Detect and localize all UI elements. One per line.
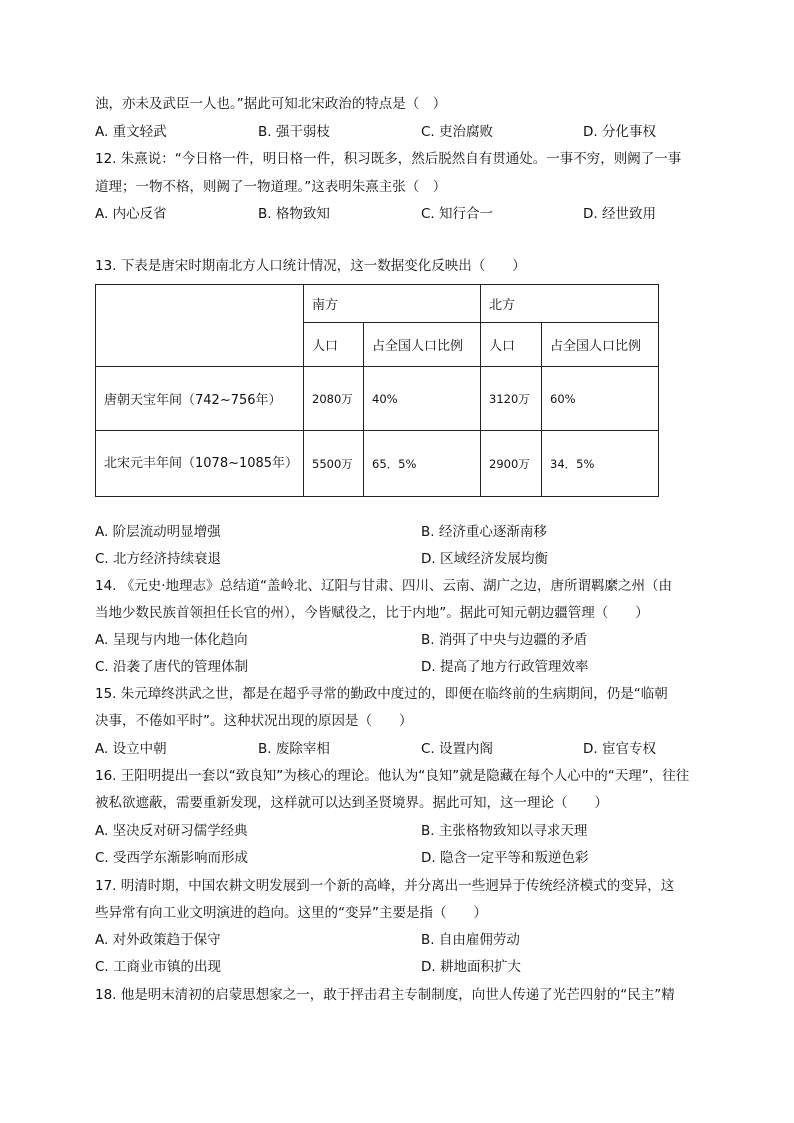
q17-option-a[interactable]: A. 对外政策趋于保守 (95, 932, 221, 948)
q17-option-d[interactable]: D. 耕地面积扩大 (421, 959, 521, 975)
q15-option-b[interactable]: B. 废除宰相 (258, 741, 330, 757)
header-south-ratio: 占全国人口比例 (364, 323, 481, 367)
table-header-empty (96, 285, 304, 367)
q12-option-a[interactable]: A. 内心反省 (95, 206, 167, 222)
q13-option-b[interactable]: B. 经济重心逐渐南移 (421, 524, 547, 540)
q16-stem-line2: 被私欲遮蔽，需要重新发现，这样就可以达到圣贤境界。据此可知，这一理论（ ） (95, 795, 608, 811)
q14-option-c[interactable]: C. 沿袭了唐代的管理体制 (95, 659, 249, 675)
row-north-pop: 2900万 (481, 431, 542, 497)
row-south-ratio: 65．5% (364, 431, 481, 497)
header-north-ratio: 占全国人口比例 (542, 323, 659, 367)
header-south-pop: 人口 (304, 323, 364, 367)
q15-option-d[interactable]: D. 宦官专权 (583, 741, 656, 757)
row-north-ratio: 60% (542, 367, 659, 431)
q15-stem-line2: 决事，不倦如平时”。这种状况出现的原因是（ ） (95, 713, 413, 729)
q14-option-b[interactable]: B. 消弭了中央与边疆的矛盾 (421, 632, 588, 648)
q16-option-a[interactable]: A. 坚决反对研习儒学经典 (95, 823, 248, 839)
q14-option-d[interactable]: D. 提高了地方行政管理效率 (421, 659, 589, 675)
q13-stem: 13. 下表是唐宋时期南北方人口统计情况，这一数据变化反映出（ ） (95, 258, 526, 274)
q13-option-c[interactable]: C. 北方经济持续衰退 (95, 551, 222, 567)
q11-option-c[interactable]: C. 吏治腐败 (421, 124, 494, 140)
q14-stem-line1: 14. 《元史·地理志》总结道“盖岭北、辽阳与甘肃、四川、云南、湖广之边，唐所谓羁縻之州（由 (95, 578, 673, 594)
row-period: 北宋元丰年间（1078~1085年） (96, 431, 304, 497)
q15-stem-line1: 15. 朱元璋终洪武之世，都是在超乎寻常的勤政中度过的，即便在临终前的生病期间，仍是“临朝 (95, 686, 668, 702)
row-north-pop: 3120万 (481, 367, 542, 431)
q13-option-a[interactable]: A. 阶层流动明显增强 (95, 524, 221, 540)
q16-option-d[interactable]: D. 隐含一定平等和叛逆色彩 (421, 850, 589, 866)
q15-option-a[interactable]: A. 设立中朝 (95, 741, 167, 757)
row-south-ratio: 40% (364, 367, 481, 431)
q12-option-c[interactable]: C. 知行合一 (421, 206, 494, 222)
header-south: 南方 (304, 285, 481, 323)
q15-option-c[interactable]: C. 设置内阁 (421, 741, 494, 757)
q18-stem-line1: 18. 他是明末清初的启蒙思想家之一，敢于抨击君主专制制度，向世人传递了光芒四射的“民主”精 (95, 987, 675, 1003)
q17-option-b[interactable]: B. 自由雇佣劳动 (421, 932, 520, 948)
q12-stem-line2: 道理；一物不格，则阙了一物道理。”这表明朱熹主张（ ） (95, 179, 447, 195)
q13-option-d[interactable]: D. 区域经济发展均衡 (421, 551, 548, 567)
q16-stem-line1: 16. 王阳明提出一套以“致良知”为核心的理论。他认为“良知”就是隐藏在每个人心中的“天理”，往往 (95, 768, 690, 784)
q17-option-c[interactable]: C. 工商业市镇的出现 (95, 959, 222, 975)
q11-stem: 浊，亦未及武臣一人也。”据此可知北宋政治的特点是（ ） (95, 96, 447, 112)
header-north-pop: 人口 (481, 323, 542, 367)
header-north: 北方 (481, 285, 659, 323)
q17-stem-line2: 些异常有向工业文明演进的趋向。这里的“变异”主要是指（ ） (95, 905, 487, 921)
q11-option-a[interactable]: A. 重文轻武 (95, 124, 167, 140)
row-period: 唐朝天宝年间（742~756年） (96, 367, 304, 431)
q14-stem-line2: 当地少数民族首领担任长官的州），今皆赋役之，比于内地”。据此可知元朝边疆管理（ ） (95, 605, 649, 621)
q16-option-c[interactable]: C. 受西学东渐影响而形成 (95, 850, 249, 866)
q11-option-d[interactable]: D. 分化事权 (583, 124, 656, 140)
q11-option-b[interactable]: B. 强干弱枝 (258, 124, 330, 140)
table-row (96, 367, 659, 431)
q12-option-d[interactable]: D. 经世致用 (583, 206, 656, 222)
row-south-pop: 5500万 (304, 431, 364, 497)
population-table (95, 284, 659, 497)
q16-option-b[interactable]: B. 主张格物致知以寻求天理 (421, 823, 588, 839)
row-south-pop: 2080万 (304, 367, 364, 431)
q14-option-a[interactable]: A. 呈现与内地一体化趋向 (95, 632, 248, 648)
q17-stem-line1: 17. 明清时期，中国农耕文明发展到一个新的高峰，并分离出一些迥异于传统经济模式的变异，这 (95, 878, 675, 894)
table-row (96, 431, 659, 497)
row-north-ratio: 34．5% (542, 431, 659, 497)
q12-stem-line1: 12. 朱熹说：“今日格一件，明日格一件，积习既多，然后脱然自有贯通处。一事不穷，则阙了一事 (95, 151, 682, 167)
q12-option-b[interactable]: B. 格物致知 (258, 206, 330, 222)
